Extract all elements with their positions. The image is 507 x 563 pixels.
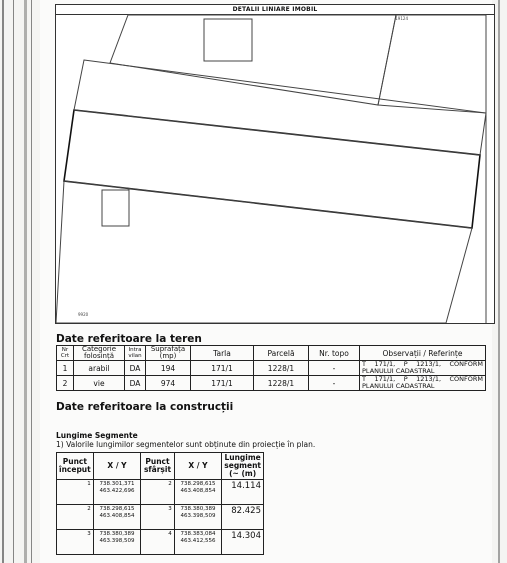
cell-parcela: 1228/1 bbox=[254, 376, 309, 391]
constructii-heading: Date referitoare la construcții bbox=[56, 401, 234, 413]
col-punct-inceput: Punct început bbox=[57, 453, 94, 480]
cell-start: 3 bbox=[57, 530, 94, 555]
neighbor-parcel-middle bbox=[74, 60, 486, 155]
scan-streak bbox=[31, 0, 32, 563]
cell-nr-topo: - bbox=[309, 376, 360, 391]
col-nr: Nr Crt bbox=[57, 346, 74, 361]
col-nr-topo: Nr. topo bbox=[309, 346, 360, 361]
col-punct-sfarsit: Punct sfârșit bbox=[141, 453, 174, 480]
teren-table bbox=[56, 345, 486, 391]
cell-tarla: 171/1 bbox=[191, 361, 254, 376]
col-suprafata: Suprafața (mp) bbox=[146, 346, 191, 361]
plan-title: DETALII LINIARE IMOBIL bbox=[232, 6, 318, 13]
col-lungime: Lungime segment (~ (m) bbox=[222, 453, 264, 480]
col-tarla: Tarla bbox=[191, 346, 254, 361]
cell-xy-start: 738.298,615 463.408,854 bbox=[93, 505, 141, 530]
segmente-title: Lungime Segmente bbox=[56, 431, 138, 440]
table-row bbox=[57, 376, 486, 391]
table-row bbox=[57, 530, 264, 555]
cell-start: 1 bbox=[57, 480, 94, 505]
cell-length: 82.425 bbox=[222, 505, 264, 530]
table-row bbox=[57, 505, 264, 530]
cell-suprafata: 194 bbox=[146, 361, 191, 376]
col-xy-end: X / Y bbox=[174, 453, 222, 480]
plan-parcels-svg bbox=[56, 5, 494, 323]
col-parcela: Parcelă bbox=[254, 346, 309, 361]
col-xy-start: X / Y bbox=[93, 453, 141, 480]
cell-categorie: vie bbox=[74, 376, 125, 391]
plan-bottom-label: 9920 bbox=[78, 312, 89, 317]
cell-nr-topo: - bbox=[309, 361, 360, 376]
plan-drawing bbox=[55, 4, 495, 324]
cell-xy-end: 738.298,615 463.408,854 bbox=[174, 480, 222, 505]
cell-intravilan: DA bbox=[125, 361, 146, 376]
cell-xy-start: 738.301,371 463.422,696 bbox=[93, 480, 141, 505]
scan-streak bbox=[24, 0, 27, 563]
subject-parcel bbox=[64, 110, 480, 228]
cell-xy-end: 738.383,084 463.412,556 bbox=[174, 530, 222, 555]
cell-xy-end: 738.380,389 463.398,509 bbox=[174, 505, 222, 530]
cell-length: 14.304 bbox=[222, 530, 264, 555]
cell-observatii: T 171/1, P 1213/1, CONFORM PLANULUI CADASTRAL bbox=[360, 361, 486, 376]
cell-nr: 2 bbox=[57, 376, 74, 391]
cell-intravilan: DA bbox=[125, 376, 146, 391]
cell-end: 3 bbox=[141, 505, 174, 530]
neighbor-parcel-top-right bbox=[378, 15, 486, 113]
building-top bbox=[204, 19, 252, 61]
scan-streak bbox=[2, 0, 4, 563]
building-bottom bbox=[102, 190, 129, 226]
cell-start: 2 bbox=[57, 505, 94, 530]
table-row bbox=[57, 480, 264, 505]
cell-suprafata: 974 bbox=[146, 376, 191, 391]
scan-streak bbox=[13, 0, 14, 563]
scan-streak bbox=[498, 0, 500, 563]
cell-parcela: 1228/1 bbox=[254, 361, 309, 376]
cell-end: 4 bbox=[141, 530, 174, 555]
cell-tarla: 171/1 bbox=[191, 376, 254, 391]
cell-observatii: T 171/1, P 1213/1, CONFORM PLANULUI CADASTRAL bbox=[360, 376, 486, 391]
neighbor-parcel-top bbox=[110, 15, 396, 105]
col-intravilan: Intra vilan bbox=[125, 346, 146, 361]
cell-end: 2 bbox=[141, 480, 174, 505]
cell-categorie: arabil bbox=[74, 361, 125, 376]
segmente-header-row bbox=[57, 453, 264, 480]
segmente-table bbox=[56, 452, 264, 555]
plan-corner-label: 19124 bbox=[395, 16, 408, 21]
col-categorie: Categorie folosință bbox=[74, 346, 125, 361]
teren-header-row bbox=[57, 346, 486, 361]
col-observatii: Observații / Referințe bbox=[360, 346, 486, 361]
cell-length: 14.114 bbox=[222, 480, 264, 505]
cell-xy-start: 738.380,389 463.398,509 bbox=[93, 530, 141, 555]
neighbor-parcel-bottom bbox=[56, 181, 472, 323]
table-row bbox=[57, 361, 486, 376]
segmente-note: 1) Valorile lungimilor segmentelor sunt obținute din proiecție în plan. bbox=[56, 440, 316, 449]
cell-nr: 1 bbox=[57, 361, 74, 376]
teren-heading: Date referitoare la teren bbox=[56, 333, 202, 345]
